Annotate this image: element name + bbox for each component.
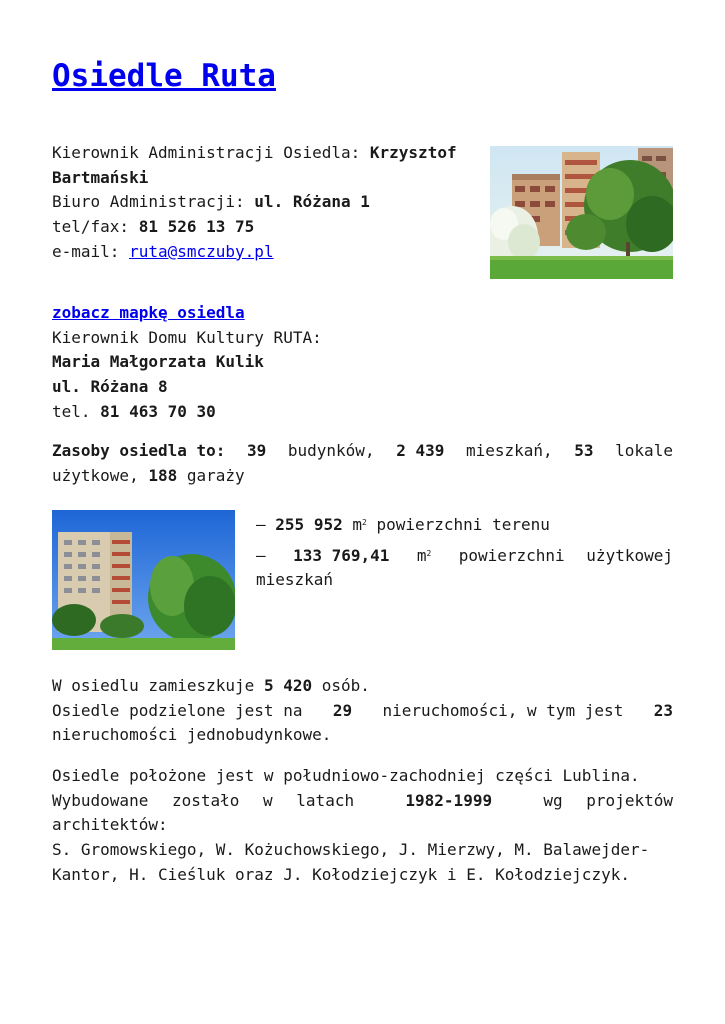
premises-label: lokale: [615, 441, 673, 460]
culture-tel-label: tel.: [52, 401, 91, 421]
flats-label: mieszkań,: [465, 441, 553, 460]
usable-label: powierzchni użytkowej: [458, 545, 673, 565]
culture-manager-name: Maria Małgorzata Kulik: [52, 352, 264, 372]
land-label: powierzchni terenu: [376, 515, 550, 534]
telfax-number: 81 526 13 75: [138, 217, 255, 237]
admin-manager-label: Kierownik Administracji Osiedla:: [52, 143, 361, 162]
culture-tel: 81 463 70 30: [100, 401, 216, 421]
map-link[interactable]: zobacz mapkę osiedla: [52, 303, 245, 322]
email-link[interactable]: ruta@smczuby.pl: [129, 241, 274, 261]
garages-count: 188: [148, 465, 178, 485]
usable-unit: m: [416, 545, 427, 565]
page-title[interactable]: Osiedle Ruta: [52, 58, 276, 94]
office-label: Biuro Administracji:: [52, 192, 245, 212]
division-text-3: nieruchomości jednobudynkowe.: [52, 725, 332, 745]
land-unit: m: [352, 515, 362, 534]
history-architects-label: architektów:: [52, 815, 168, 835]
resources: [52, 439, 673, 488]
history-architects-1: S. Gromowskiego, W. Kożuchowskiego, J. Mierzwy, M. Balawejder-: [52, 840, 650, 860]
usable-label-cont: mieszkań: [256, 570, 334, 590]
history-built: Wybudowane zostało w latach: [52, 790, 355, 810]
division-text-2: nieruchomości, w tym jest: [382, 700, 624, 720]
email-label: e-mail:: [52, 241, 120, 261]
premises-label-cont: użytkowe,: [52, 465, 139, 485]
population: [52, 674, 673, 748]
land-unit-sup: 2: [362, 518, 367, 527]
history-location: Osiedle położone jest w południowo-zachodniej części Lublina.: [52, 766, 640, 785]
land-dash: –: [256, 515, 266, 534]
resources-label: Zasoby osiedla to:: [52, 441, 226, 460]
garages-label: garaży: [186, 465, 245, 485]
estate-photo-2: [52, 510, 235, 650]
population-unit: osób.: [321, 676, 370, 695]
admin-manager-name: Krzysztof: [369, 143, 457, 162]
division-text: Osiedle podzielone jest na: [52, 700, 303, 720]
usable-area: 133 769,41: [293, 545, 390, 565]
properties-count: 29: [332, 700, 353, 720]
telfax-label: tel/fax:: [52, 217, 130, 237]
office-address: ul. Różana 1: [254, 192, 370, 212]
estate-photo-1: [490, 146, 673, 279]
usable-dash: –: [256, 545, 266, 565]
admin-manager-surname: Bartmański: [52, 167, 149, 187]
culture-address: ul. Różana 8: [52, 377, 168, 397]
culture-manager-label: Kierownik Domu Kultury RUTA:: [52, 327, 322, 347]
area-info: [256, 513, 673, 593]
history-architects-2: Kantor, H. Cieśluk oraz J. Kołodziejczyk i E. Kołodziejczyk.: [52, 864, 630, 884]
admin-info: [52, 141, 472, 265]
premises-count: 53: [574, 441, 594, 460]
usable-unit-sup: 2: [426, 548, 432, 558]
history-projects: wg projektów: [543, 790, 673, 810]
history-years: 1982-1999: [405, 790, 493, 810]
single-count: 23: [653, 700, 673, 720]
buildings-label: budynków,: [287, 441, 375, 460]
history: [52, 764, 673, 888]
land-area: 255 952: [275, 515, 343, 534]
population-text: W osiedlu zamieszkuje: [52, 676, 255, 695]
buildings-count: 39: [247, 441, 267, 460]
flats-count: 2 439: [396, 441, 445, 460]
population-count: 5 420: [263, 676, 313, 695]
culture-info: [52, 301, 472, 425]
